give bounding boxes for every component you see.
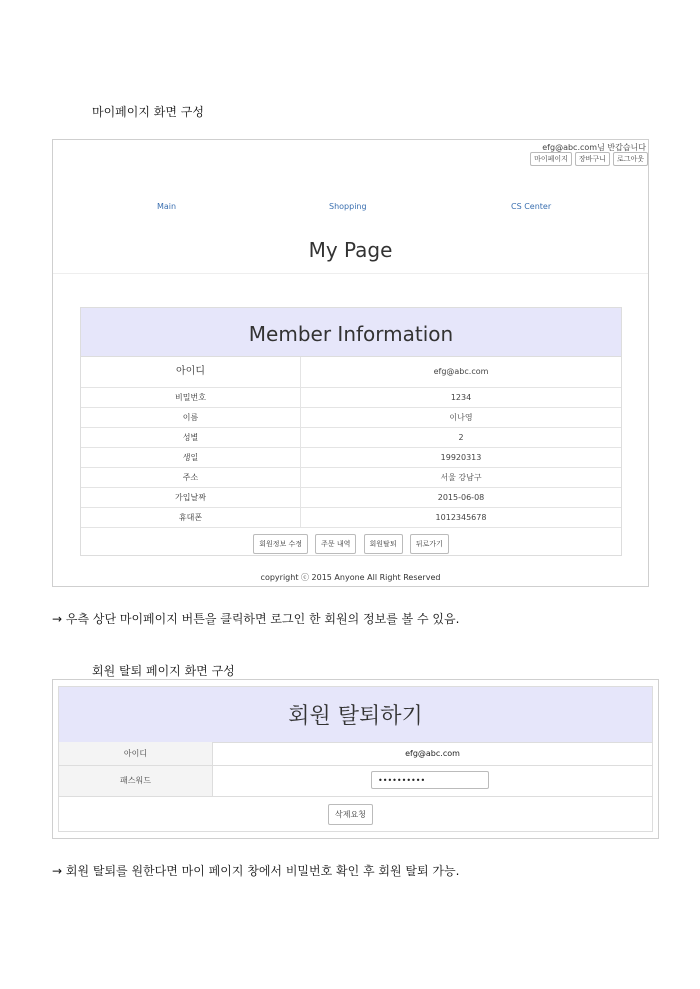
withdraw-title: 회원 탈퇴하기 xyxy=(58,686,653,743)
greeting-text: efg@abc.com님 반갑습니다 xyxy=(542,143,646,152)
withdraw-password-cell xyxy=(213,766,652,796)
table-row xyxy=(81,508,621,528)
row-label-gender: 성별 xyxy=(182,433,199,442)
copyright-text: copyright ⓒ 2015 Anyone All Right Reserved xyxy=(260,573,441,582)
divider xyxy=(53,273,648,274)
withdraw-id-label: 아이디 xyxy=(59,742,213,765)
row-value-password: 1234 xyxy=(450,393,472,402)
row-value-address: 서울 강남구 xyxy=(440,473,482,482)
row-label-join-date: 가입날짜 xyxy=(175,493,206,502)
cart-button[interactable]: 장바구니 xyxy=(575,152,610,166)
nav-shopping-link[interactable]: Shopping xyxy=(329,202,367,211)
back-button[interactable]: 뒤로가기 xyxy=(410,534,449,554)
action-button-row xyxy=(81,531,621,554)
password-input[interactable]: •••••••••• xyxy=(371,771,489,789)
table-row xyxy=(81,488,621,508)
table-row xyxy=(81,448,621,468)
nav-cs-center-link[interactable]: CS Center xyxy=(511,202,552,211)
edit-info-button[interactable]: 회원정보 수정 xyxy=(253,534,308,554)
order-history-button[interactable]: 주문 내역 xyxy=(315,534,356,554)
withdraw-id-value: efg@abc.com xyxy=(405,749,460,758)
note-withdraw: → 회원 탈퇴를 원한다면 마이 페이지 창에서 비밀번호 확인 후 회원 탈퇴 가능. xyxy=(52,864,460,878)
row-label-birthday: 생일 xyxy=(182,453,199,462)
delete-request-button[interactable]: 삭제요청 xyxy=(328,804,373,825)
mypage-screenshot xyxy=(52,139,649,587)
row-value-id: efg@abc.com xyxy=(433,367,489,376)
row-label-name: 이름 xyxy=(182,413,199,422)
table-row xyxy=(81,357,621,388)
row-value-name: 이나영 xyxy=(449,413,473,422)
table-row xyxy=(58,742,653,766)
member-info-panel xyxy=(80,307,622,556)
row-value-phone: 1012345678 xyxy=(435,513,487,522)
table-row xyxy=(81,428,621,448)
withdraw-button[interactable]: 회원탈퇴 xyxy=(364,534,403,554)
mypage-button[interactable]: 마이페이지 xyxy=(530,152,572,166)
row-value-gender: 2 xyxy=(458,433,464,442)
row-label-phone: 휴대폰 xyxy=(178,513,203,522)
row-label-password: 비밀번호 xyxy=(175,393,206,402)
table-row xyxy=(81,468,621,488)
note-mypage: → 우측 상단 마이페이지 버튼을 클릭하면 로그인 한 회원의 정보를 볼 수 있음. xyxy=(52,612,460,626)
row-label-id: 아이디 xyxy=(176,366,205,377)
panel-title: Member Information xyxy=(81,308,621,357)
logout-button[interactable]: 로그아웃 xyxy=(613,152,648,166)
row-value-join-date: 2015-06-08 xyxy=(437,493,485,502)
row-label-address: 주소 xyxy=(182,473,199,482)
section-heading-withdraw: 회원 탈퇴 페이지 화면 구성 xyxy=(92,664,235,678)
row-value-birthday: 19920313 xyxy=(440,453,482,462)
page-title: My Page xyxy=(308,238,393,262)
nav-main-link[interactable]: Main xyxy=(157,202,177,211)
section-heading-mypage: 마이페이지 화면 구성 xyxy=(92,105,204,119)
withdraw-screenshot xyxy=(52,679,659,839)
top-button-group xyxy=(530,152,648,166)
table-row xyxy=(81,408,621,428)
withdraw-password-label: 패스워드 xyxy=(59,766,213,796)
table-row xyxy=(58,766,653,797)
table-row xyxy=(81,388,621,408)
